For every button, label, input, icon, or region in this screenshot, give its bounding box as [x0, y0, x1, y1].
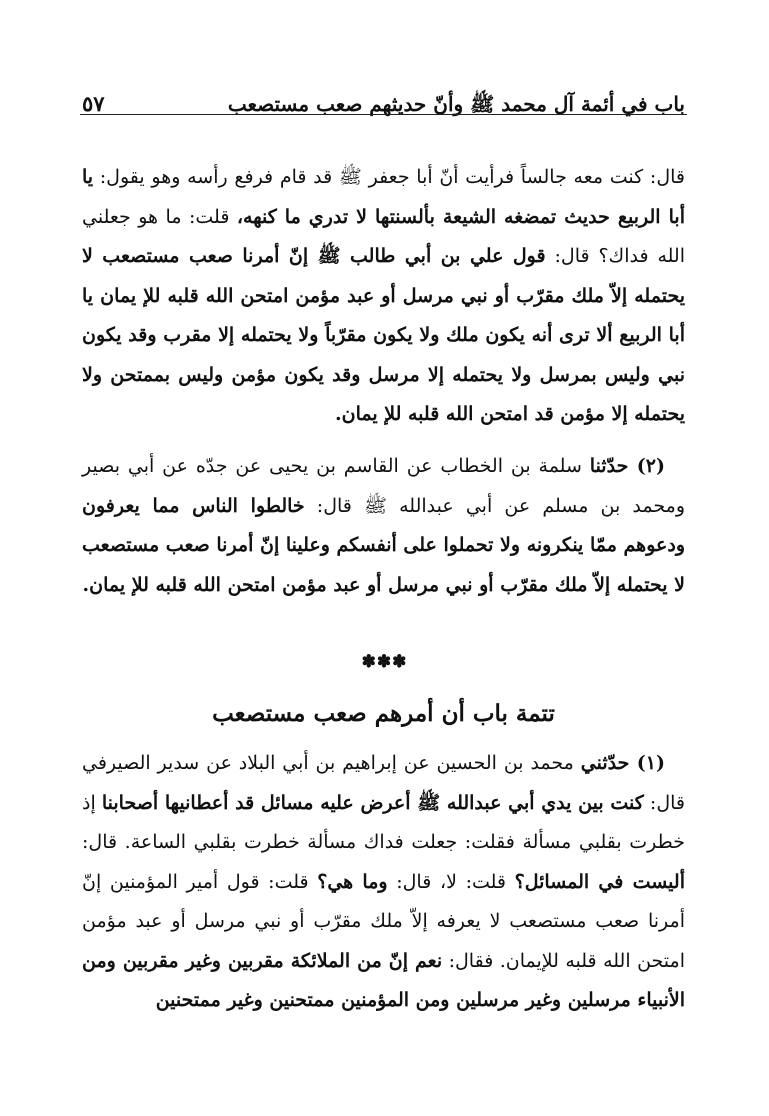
narration-text: قلت: لا، قال: — [387, 870, 515, 893]
paragraph-hadith-1 — [82, 744, 685, 1021]
hadith-number: (١) حدّثني — [580, 752, 665, 774]
narration-bold: خالطوا الناس مما يعرفون ودعوهم ممّا ينكرونه ولا تحملوا على أنفسكم وعلينا إنّ أمرنا صعب مستصعب لا يحتمله إلاّ ملك مقرّب أو نبي مرسل أو عبد مؤمن امتحن الله قلبه للإ يمان. — [82, 494, 685, 596]
paragraph-hadith-2 — [82, 447, 685, 605]
section-separator: ✽✽✽ — [361, 652, 408, 672]
section-heading: تتمة باب أن أمرهم صعب مستصعب — [212, 700, 555, 727]
narration-bold: قول علي بن أبي طالب ﷺ إنّ أمرنا صعب مستصعب لا يحتمله إلاّ ملك مقرّب أو نبي مرسل أو عبد مؤمن امتحن الله قلبه للإ يمان يا أبا الربيع ألا ترى أنه يكون ملك ولا يكون مقرّباً ولا يحتمله إلا مقرب وقد يكون نبي وليس بمرسل ولا يحتمله إلا مرسل وقد يكون مؤمن وليس بممتحن ولا يحتمله إلا مؤمن قد امتحن الله قلبه للإ يمان. — [82, 245, 685, 425]
running-header — [82, 74, 685, 114]
paragraph-hadith-continuation — [82, 158, 685, 435]
narration-chain: سلمة بن الخطاب عن القاسم بن يحيى عن جدّه عن أبي بصير ومحمد بن مسلم عن أبي عبدالله ﷺ قال: — [82, 455, 685, 517]
hadith-number: (٢) حدّثنا — [589, 455, 665, 477]
narration-bold: يا أبا الربيع حديث تمضغه الشيعة بألسنتها لا تدري ما كنهه، — [82, 166, 685, 228]
narration-text: إذ خطرت بقلبي مسألة فقلت: جعلت فداك مسألة خطرت بقلبي الساعة. قال: — [82, 791, 685, 853]
page-number: ٥٧ — [82, 91, 105, 116]
header-title: باب في أئمة آل محمد ﷺ وأنّ حديثهم صعب مستصعب — [227, 92, 685, 116]
narration-chain: محمد بن الحسين عن إبراهيم بن أبي البلاد عن سدير الصيرفي قال: — [82, 752, 685, 814]
narration-text: قال: كنت معه جالساً فرأيت أنّ أبا جعفر ﷺ قد قام فرفع رأسه وهو يقول: — [93, 166, 685, 188]
narration-bold: كنت بين يدي أبي عبدالله ﷺ أعرض عليه مسائل قد أعطانيها أصحابنا — [101, 791, 644, 814]
narration-bold: وما هي؟ — [317, 870, 388, 893]
header-rule — [80, 114, 687, 115]
narration-bold: نعم إنّ من الملائكة مقربين وغير مقربين ومن الأنبياء مرسلين وغير مرسلين ومن المؤمنين ممتحنين وغير ممتحنين — [82, 949, 685, 1011]
narration-bold: أليست في المسائل؟ — [514, 870, 685, 893]
narration-text: قلت: قول أمير المؤمنين إنّ أمرنا صعب مستصعب لا يعرفه إلاّ ملك مقرّب أو نبي مرسل أو عبد مؤمن امتحن الله قلبه للإيمان. فقال: — [82, 870, 685, 972]
narration-text: قلت: ما هو جعلني الله فداك؟ قال: — [82, 205, 685, 267]
